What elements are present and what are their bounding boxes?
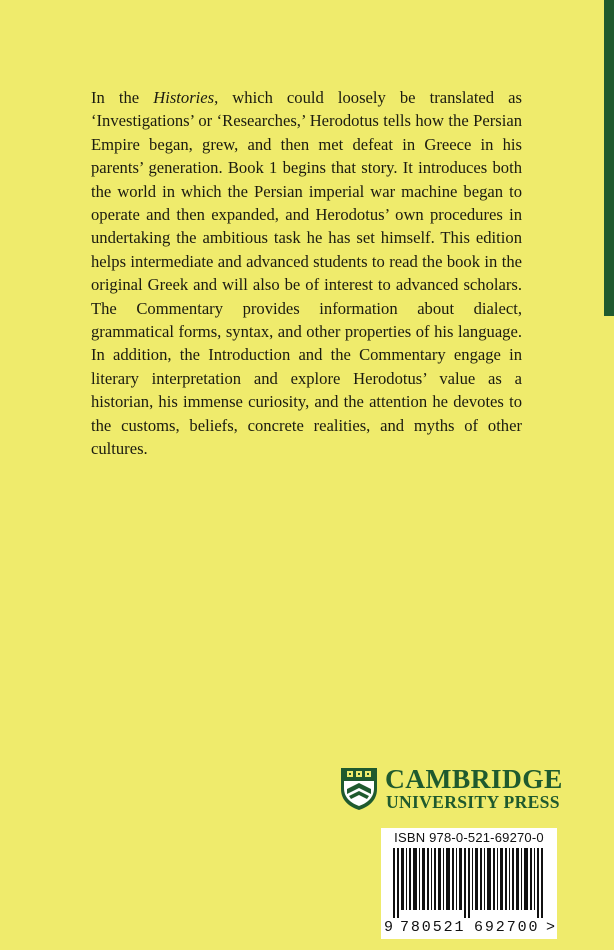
university-crest-icon bbox=[340, 767, 378, 811]
ean-left-group: 780521 bbox=[400, 919, 466, 936]
publisher-logo bbox=[340, 763, 563, 814]
blurb-intro: In the bbox=[91, 88, 154, 107]
ean-quiet-zone-marker: > bbox=[546, 919, 556, 936]
blurb-body: , which could loosely be translated as ‘Investigations’ or ‘Researches,’ Herodotus tells how the Persian Empire began, grew, and then met defeat in Greece in his parents’ generation. Book 1 begins that story. It introduces both the world in which the Persian imperial war machine began to operate and then expanded, and Herodotus’ own procedures in undertaking the ambitious task he has set himself. This edition helps intermediate and advanced students to read the book in the original Greek and will also be of interest to advanced scholars. The Commentary provides information about dialect, grammatical forms, syntax, and other properties of his language. In addition, the Introduction and the Commentary engage in literary interpretation and explore Herodotus’ value as a historian, his immense curiosity, and the attention he devotes to the customs, beliefs, concrete realities, and myths of other cultures. bbox=[91, 88, 522, 459]
ean-right-group: 692700 bbox=[474, 919, 540, 936]
ean-first-digit: 9 bbox=[384, 919, 394, 936]
spine-accent-bar bbox=[604, 0, 614, 316]
publisher-name: CAMBRIDGE bbox=[385, 763, 563, 794]
ean-number bbox=[381, 919, 557, 937]
back-cover-blurb bbox=[91, 86, 522, 461]
publisher-subname: UNIVERSITY PRESS bbox=[386, 792, 560, 812]
blurb-book-title: Histories bbox=[153, 88, 215, 107]
barcode-bars bbox=[393, 848, 545, 918]
isbn-label: ISBN 978-0-521-69270-0 bbox=[394, 830, 544, 845]
isbn-barcode bbox=[381, 828, 557, 939]
